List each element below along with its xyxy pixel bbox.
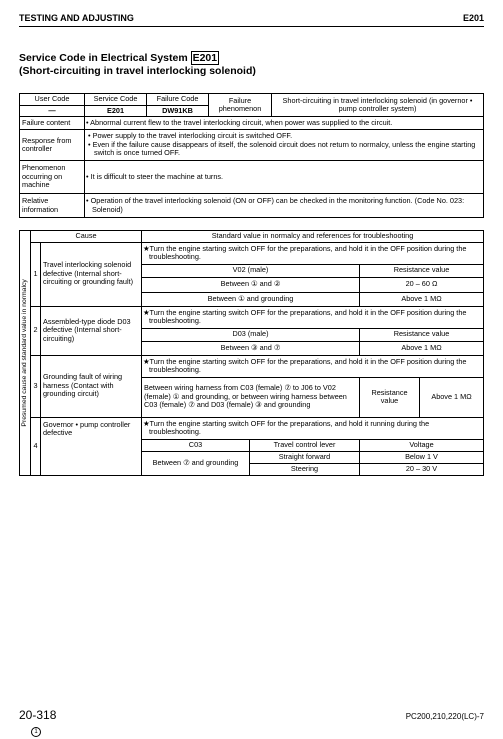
connector-header: V02 (male) [142, 264, 360, 277]
service-code-value: E201 [85, 105, 147, 117]
failure-code-label: Failure Code [147, 94, 209, 106]
cause-number: 2 [31, 306, 41, 355]
page-title [19, 52, 256, 77]
measure-value: Above 1 MΩ [360, 341, 484, 355]
model-label: PC200,210,220(LC)-7 [405, 712, 484, 721]
resistance-header: Resistance value [360, 264, 484, 277]
phenomenon-machine-label: Phenomenon occurring on machine [20, 161, 85, 194]
measure-point: Between ① and ② [142, 277, 360, 292]
cause-header: Cause [31, 231, 142, 243]
lever-position: Straight forward [250, 451, 360, 463]
measure-value: Above 1 MΩ [420, 377, 484, 417]
page-number: 20-318 [19, 708, 57, 722]
failure-code-value: DW91KB [147, 105, 209, 117]
resistance-header: Resistance value [360, 377, 420, 417]
causes-table [19, 230, 484, 476]
failure-content-text: • Abnormal current flew to the travel interlocking circuit, when power was supplied to the circuit. [85, 117, 484, 130]
voltage-header: Voltage [360, 439, 484, 451]
measure-point: Between ③ and ⑦ [142, 341, 360, 355]
connector-header: D03 (male) [142, 328, 360, 341]
failure-phenomenon-value: Short-circuiting in travel interlocking solenoid (in governor • pump controller system) [272, 94, 484, 117]
measure-value: 20 – 30 V [360, 463, 484, 475]
failure-content-label: Failure content [20, 117, 85, 130]
phenomenon-machine-text: • It is difficult to steer the machine at turns. [85, 161, 484, 194]
summary-table [19, 93, 484, 218]
section-title: TESTING AND ADJUSTING [19, 13, 134, 23]
header-rule [19, 26, 484, 27]
standard-value-header: Standard value in normalcy and references for troubleshooting [142, 231, 484, 243]
lever-position: Steering [250, 463, 360, 475]
response-line: • Power supply to the travel interlocking circuit is switched OFF. [88, 131, 293, 141]
page-header [19, 13, 484, 25]
cause-description: Grounding fault of wiring harness (Contact with grounding circuit) [41, 355, 142, 417]
revision-mark-icon: 1 [31, 727, 41, 737]
connector-header: C03 [142, 439, 250, 451]
service-code-label: Service Code [85, 94, 147, 106]
presumed-cause-side-label: Presumed cause and standard value in normalcy [20, 231, 31, 476]
cause-description: Governor • pump controller defective [41, 417, 142, 475]
response-line: • Even if the failure cause disappears of itself, the solenoid circuit does not return to normalcy, unless the engine starting switch is once turned OFF. [88, 139, 476, 158]
title-subtitle: (Short-circuiting in travel interlocking solenoid) [19, 64, 256, 77]
cause-description: Travel interlocking solenoid defective (Internal short-circuiting or grounding fault) [41, 242, 142, 306]
prep-note: ★Turn the engine starting switch OFF for the preparations, and hold it in the OFF position during the troubleshooting. [142, 242, 484, 264]
failure-phenomenon-label: Failure phenomenon [209, 94, 272, 117]
lever-header: Travel control lever [250, 439, 360, 451]
user-code-label: User Code [20, 94, 85, 106]
prep-note: ★Turn the engine starting switch OFF for the preparations, and hold it in the OFF position during the troubleshooting. [142, 355, 484, 377]
response-label: Response from controller [20, 130, 85, 161]
measure-value: 20 – 60 Ω [360, 277, 484, 292]
prep-note: ★Turn the engine starting switch OFF for the preparations, and hold it running during the troubleshooting. [142, 417, 484, 439]
resistance-header: Resistance value [360, 328, 484, 341]
measure-value: Above 1 MΩ [360, 292, 484, 306]
cause-description: Assembled-type diode D03 defective (Internal short-circuiting) [41, 306, 142, 355]
response-text [85, 130, 484, 161]
title-prefix: Service Code in Electrical System [19, 52, 191, 64]
measure-point: Between ⑦ and grounding [142, 451, 250, 475]
prep-note: ★Turn the engine starting switch OFF for the preparations, and hold it in the OFF position during the troubleshooting. [142, 306, 484, 328]
cause-number: 1 [31, 242, 41, 306]
title-code: E201 [192, 52, 218, 64]
cause-number: 4 [31, 417, 41, 475]
harness-description: Between wiring harness from C03 (female) ⑦ to J06 to V02 (female) ① and grounding, or between wiring harness between C03 (female) ⑦ and D03 (female) ③ and grounding [142, 377, 360, 417]
relative-info-text: • Operation of the travel interlocking solenoid (ON or OFF) can be checked in the monitoring function. (Code No. 023: Solenoid) [85, 194, 484, 218]
measure-value: Below 1 V [360, 451, 484, 463]
header-code: E201 [462, 13, 484, 23]
cause-number: 3 [31, 355, 41, 417]
user-code-value: — [20, 105, 85, 117]
relative-info-label: Relative information [20, 194, 85, 218]
measure-point: Between ① and grounding [142, 292, 360, 306]
